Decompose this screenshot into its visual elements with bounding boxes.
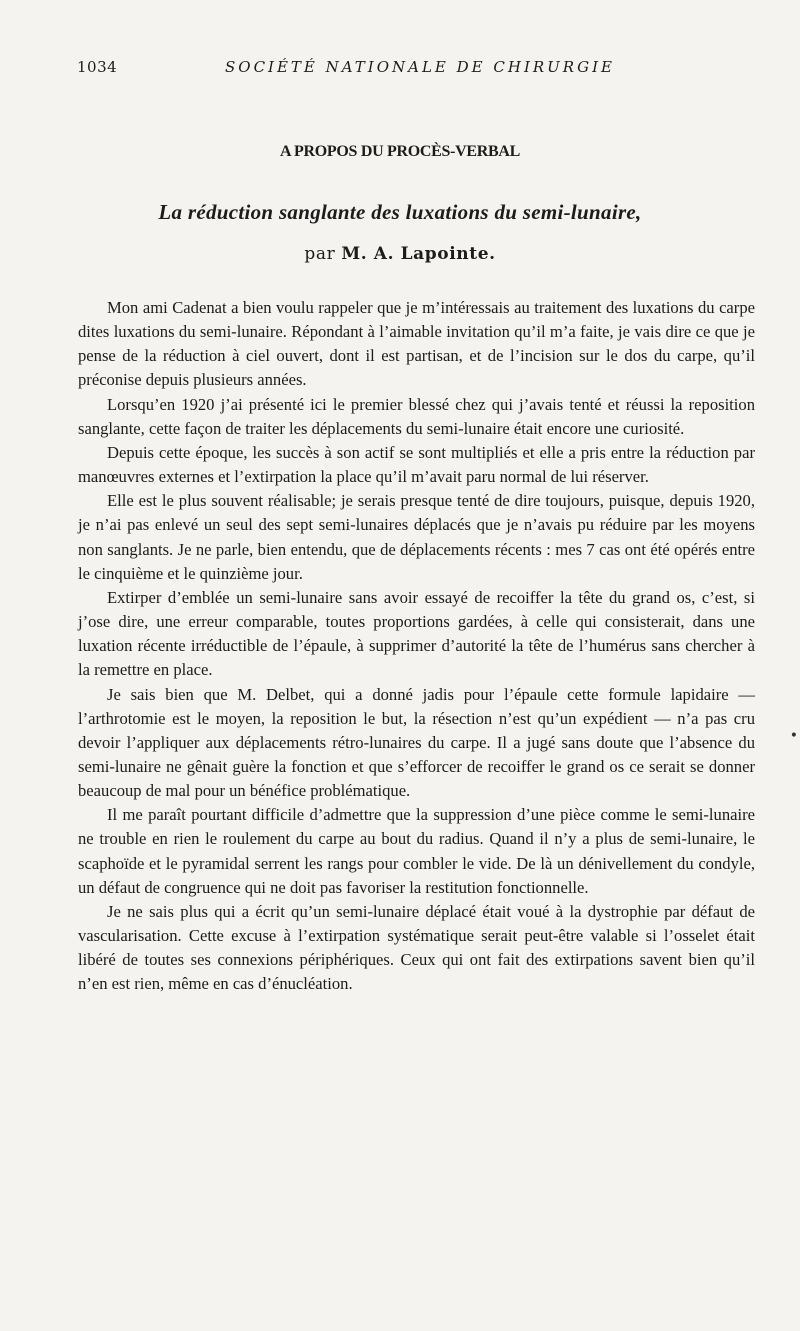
- margin-mark-icon: •: [789, 728, 798, 744]
- paragraph: Depuis cette époque, les succès à son actif se sont multipliés et elle a pris entre la réduction par manœuvres externes et l’extirpation la place qu’il m’avait paru normal de lui réserver.: [78, 442, 755, 487]
- paragraph: Je ne sais plus qui a écrit qu’un semi-lunaire déplacé était voué à la dystrophie par défaut de vascularisation. Cette excuse à l’extirpation systématique serait peut-être valable si l’osselet était libéré de toutes ses connexions périphériques. Ceux qui ont fait des extirpations savent bien qu’il n’en est rien, même en cas d’énucléation.: [78, 901, 755, 994]
- paragraph: Il me paraît pourtant difficile d’admettre que la suppression d’une pièce comme le semi-lunaire ne trouble en rien le roulement du carpe au bout du radius. Quand il n’y a plus de semi-lunaire, le scaphoïde et le pyramidal serrent les rangs pour combler le vide. De là un dénivellement du condyle, un défaut de congruence qui ne doit pas favoriser la restitution fonctionnelle.: [78, 805, 755, 897]
- journal-title: SOCIÉTÉ NATIONALE DE CHIRURGIE: [225, 58, 615, 76]
- article-body: [78, 296, 755, 997]
- paragraph: Extirper d’emblée un semi-lunaire sans avoir essayé de recoiffer la tête du grand os, c’est, si j’ose dire, une erreur comparable, toutes proportions gardées, à celle qui consisterait, dans une luxation récente irréductible de l’épaule, à supprimer d’autorité la tête de l’humérus sans chercher à la remettre en place.: [78, 587, 755, 680]
- byline: [0, 244, 800, 264]
- running-head: [77, 58, 767, 82]
- byline-prefix: par: [304, 244, 336, 264]
- page-number: 1034: [77, 58, 118, 76]
- paragraph: Je sais bien que M. Delbet, qui a donné jadis pour l’épaule cette formule lapidaire — l’arthrotomie est le moyen, la reposition le but, la résection n’est qu’un expédient — n’a pas cru devoir l’appliquer aux déplacements rétro-lunaires du carpe. Il a jugé sans doute que l’absence du semi-lunaire ne gênait guère la fonction et que s’efforcer de recoiffer le grand os ce serait se donner beaucoup de mal pour un bénéfice problématique.: [78, 684, 755, 801]
- paragraph: Elle est le plus souvent réalisable; je serais presque tenté de dire toujours, puisque, depuis 1920, je n’ai pas enlevé un seul des sept semi-lunaires déplacés que je n’avais pu réduire par les moyens non sanglants. Je ne parle, bien entendu, que de déplacements récents : mes 7 cas ont été opérés entre le cinquième et le quinzième jour.: [78, 491, 755, 583]
- section-heading: A PROPOS DU PROCÈS-VERBAL: [279, 143, 521, 160]
- paragraph: Lorsqu’en 1920 j’ai présenté ici le premier blessé chez qui j’avais tenté et réussi la reposition sanglante, cette façon de traiter les déplacements du semi-lunaire était encore une curiosité.: [78, 394, 755, 438]
- paragraph: Mon ami Cadenat a bien voulu rappeler que je m’intéressais au traitement des luxations du carpe dites luxations du semi-lunaire. Répondant à l’aimable invitation qu’il m’a faite, je vais dire ce que je pense de la réduction à ciel ouvert, dont il est partisan, et de l’incision sur le dos du carpe, qu’il préconise depuis plusieurs années.: [78, 298, 755, 390]
- article-title: La réduction sanglante des luxations du semi-lunaire,: [158, 200, 642, 224]
- author-name: M. A. Lapointe.: [341, 244, 496, 264]
